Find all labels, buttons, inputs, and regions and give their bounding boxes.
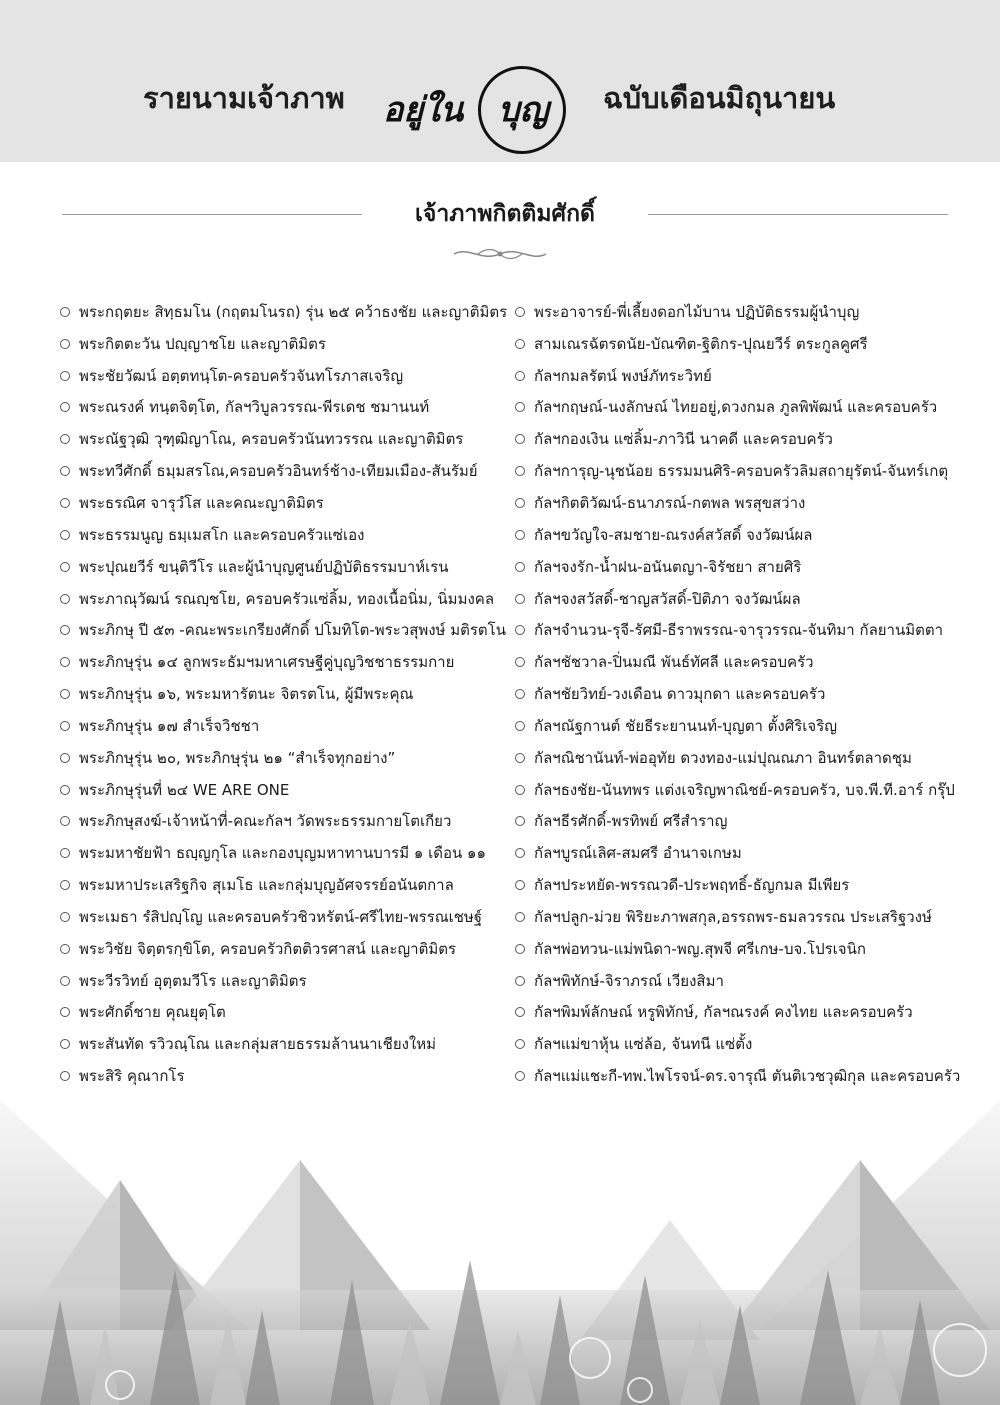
list-item xyxy=(515,392,990,424)
list-item-text: พระธรณิศ จารุวํโส และคณะญาติมิตร xyxy=(79,493,324,512)
section-divider-left xyxy=(62,214,362,215)
circle-bullet-icon xyxy=(60,339,70,349)
list-item-text: พระทวีศักดิ์ ธมฺมสรโณ,ครอบครัวอินทร์ช้าง-เทียมเมือง-สันรัมย์ xyxy=(79,462,478,481)
circle-bullet-icon xyxy=(515,1039,525,1049)
circle-bullet-icon xyxy=(60,402,70,412)
list-item-text: พระสันทัด รวิวณฺโณ และกลุ่มสายธรรมล้านนาเชียงใหม่ xyxy=(79,1035,437,1054)
list-item xyxy=(60,487,512,519)
list-item xyxy=(515,360,990,392)
list-item-text: กัลฯจำนวน-รุจี-รัศมี-ธีราพรรณ-จารุวรรณ-จันทิมา กัลยานมิตตา xyxy=(534,621,944,640)
list-item xyxy=(515,869,990,901)
list-item xyxy=(60,646,512,678)
circle-bullet-icon xyxy=(60,498,70,508)
list-item-text: พระณรงค์ ทนฺตจิตฺโต, กัลฯวิบูลวรรณ-พีรเดช ชมานนท์ xyxy=(79,398,430,417)
list-item-text: กัลฯขวัญใจ-สมชาย-ณรงค์สวัสดิ์ จงวัฒน์ผล xyxy=(534,525,813,544)
list-item-text: พระกิตตะวัน ปญฺญาชโย และญาติมิตร xyxy=(79,334,326,353)
circle-bullet-icon xyxy=(515,848,525,858)
circle-bullet-icon xyxy=(515,1071,525,1081)
list-item xyxy=(515,296,990,328)
list-item xyxy=(60,869,512,901)
list-item-text: กัลฯกองเงิน แซ่ลิ้ม-ภาวินี นาคดี และครอบครัว xyxy=(534,430,833,449)
list-item-text: พระภิกษุรุ่น ๑๖, พระมหารัตนะ จิตรตโน, ผู้มีพระคุณ xyxy=(79,685,414,704)
circle-bullet-icon xyxy=(60,944,70,954)
list-item-text: กัลฯปลูก-ม่วย พิริยะภาพสกุล,อรรถพร-ธมลวรรณ ประเสริฐวงษ์ xyxy=(534,907,932,926)
circle-bullet-icon xyxy=(515,976,525,986)
list-item xyxy=(60,710,512,742)
list-item xyxy=(60,423,512,455)
list-item xyxy=(515,806,990,838)
list-item-text: พระกฤตยะ สิทฺธมโน (กฤตมโนรถ) รุ่น ๒๕ คว้าธงชัย และญาติมิตร xyxy=(79,302,508,321)
list-item-text: พระปุณยวีร์ ขนฺติวีโร และผู้นำบุญศูนย์ปฏิบัติธรรมบาห์เรน xyxy=(79,557,449,576)
list-item-text: กัลฯธีรศักดิ์-พรทิพย์ ศรีสำราญ xyxy=(534,812,728,831)
circle-bullet-icon xyxy=(60,721,70,731)
list-item-text: กัลฯพิทักษ์-จิราภรณ์ เวียงสิมา xyxy=(534,971,724,990)
circle-bullet-icon xyxy=(515,657,525,667)
circle-bullet-icon xyxy=(60,848,70,858)
list-item xyxy=(515,742,990,774)
list-item xyxy=(60,392,512,424)
list-item-text: กัลฯกิตติวัฒน์-ธนาภรณ์-กตพล พรสุขสว่าง xyxy=(534,493,806,512)
list-item-text: กัลฯจงสวัสดิ์-ชาญสวัสดิ์-ปิติภา จงวัฒน์ผล xyxy=(534,589,801,608)
circle-bullet-icon xyxy=(60,816,70,826)
circle-bullet-icon xyxy=(515,880,525,890)
list-item-text: กัลฯกฤษณ์-นงลักษณ์ ไทยอยู่,ดวงกมล ภูลพิพัฒน์ และครอบครัว xyxy=(534,398,938,417)
list-item xyxy=(515,614,990,646)
list-item-text: กัลฯชัชวาล-ปิ่นมณี พันธ์ทัศลี และครอบครัว xyxy=(534,653,814,672)
circle-bullet-icon xyxy=(515,498,525,508)
circle-bullet-icon xyxy=(515,466,525,476)
circle-bullet-icon xyxy=(515,562,525,572)
circle-bullet-icon xyxy=(515,944,525,954)
list-item xyxy=(515,487,990,519)
list-item xyxy=(60,678,512,710)
circle-bullet-icon xyxy=(60,785,70,795)
circle-bullet-icon xyxy=(515,785,525,795)
list-item-text: พระชัยวัฒน์ อตฺตทนฺโต-ครอบครัวจันทโรภาสเจริญ xyxy=(79,366,404,385)
circle-bullet-icon xyxy=(60,657,70,667)
circle-bullet-icon xyxy=(60,434,70,444)
circle-bullet-icon xyxy=(60,530,70,540)
list-item xyxy=(60,360,512,392)
circle-bullet-icon xyxy=(60,594,70,604)
circle-bullet-icon xyxy=(515,1007,525,1017)
ornament-flourish-icon xyxy=(448,244,552,264)
circle-bullet-icon xyxy=(515,402,525,412)
circle-bullet-icon xyxy=(60,1071,70,1081)
circle-bullet-icon xyxy=(60,689,70,699)
list-item xyxy=(515,519,990,551)
circle-bullet-icon xyxy=(60,1039,70,1049)
circle-bullet-icon xyxy=(60,307,70,317)
circle-bullet-icon xyxy=(515,625,525,635)
list-item-text: พระวีรวิทย์ อุตฺตมวีโร และญาติมิตร xyxy=(79,971,307,990)
list-item-text: กัลฯณัฐกานต์ ชัยธีระยานนท์-บุญตา ตั้งศิริเจริญ xyxy=(534,716,838,735)
list-item-text: พระธรรมนูญ ธมฺเมสโก และครอบครัวแซ่เอง xyxy=(79,525,365,544)
circle-bullet-icon xyxy=(60,880,70,890)
circle-bullet-icon xyxy=(515,816,525,826)
circle-bullet-icon xyxy=(60,625,70,635)
list-item-text: กัลฯธงชัย-นันทพร แต่งเจริญพาณิชย์-ครอบครัว, บจ.พี.ที.อาร์ กรุ๊ป xyxy=(534,780,955,799)
list-item xyxy=(60,328,512,360)
circle-bullet-icon xyxy=(515,912,525,922)
list-item-text: พระภิกษุรุ่นที่ ๒๔ WE ARE ONE xyxy=(79,780,290,799)
list-item xyxy=(60,806,512,838)
list-item-text: พระณัฐวุฒิ วุฑฺฒิญาโณ, ครอบครัวนันทวรรณ และญาติมิตร xyxy=(79,430,464,449)
list-item-text: กัลฯชัยวิทย์-วงเดือน ดาวมุกดา และครอบครัว xyxy=(534,685,826,704)
list-item-text: กัลฯพ่อทวน-แม่พนิดา-พญ.สุพจี ศรีเกษ-บจ.โปรเจนิก xyxy=(534,939,866,958)
circle-bullet-icon xyxy=(515,530,525,540)
list-item-text: พระภาณุวัฒน์ รณญฺชโย, ครอบครัวแซ่ลิ้ม, ทองเนื้อนิ่ม, นิ่มมงคล xyxy=(79,589,495,608)
list-item-text: พระสิริ คุณากโร xyxy=(79,1067,185,1086)
list-item-text: กัลฯพิมพ์ลักษณ์ หรูพิทักษ์, กัลฯณรงค์ คงไทย และครอบครัว xyxy=(534,1003,913,1022)
list-item-text: กัลฯจงรัก-น้ำฝน-อนันตญา-จิรัชยา สายศิริ xyxy=(534,557,802,576)
sponsor-list-left xyxy=(60,296,512,1092)
list-item-text: พระภิกษุสงฆ์-เจ้าหน้าที่-คณะกัลฯ วัดพระธรรมกายโตเกียว xyxy=(79,812,452,831)
header-left-title: รายนามเจ้าภาพ xyxy=(143,81,345,115)
list-item xyxy=(60,965,512,997)
list-item-text: พระวิชัย จิตฺตรกฺขิโต, ครอบครัวกิตติวรศาสน์ และญาติมิตร xyxy=(79,939,457,958)
list-item xyxy=(515,710,990,742)
section-divider-right xyxy=(648,214,948,215)
list-item-text: กัลฯแม่แชะกี-ทพ.ไพโรจน์-ดร.จารุณี ตันติเวชวุฒิกุล และครอบครัว xyxy=(534,1067,961,1086)
list-item xyxy=(60,742,512,774)
list-item xyxy=(515,646,990,678)
circle-bullet-icon xyxy=(60,562,70,572)
list-item xyxy=(60,614,512,646)
list-item xyxy=(515,423,990,455)
list-item xyxy=(515,837,990,869)
circle-bullet-icon xyxy=(515,371,525,381)
circle-bullet-icon xyxy=(515,307,525,317)
list-item xyxy=(60,551,512,583)
list-item xyxy=(60,997,512,1029)
list-item xyxy=(515,551,990,583)
list-item-text: พระภิกษุรุ่น ๒๐, พระภิกษุรุ่น ๒๑ “สำเร็จทุกอย่าง” xyxy=(79,748,396,767)
list-item-text: กัลฯบูรณ์เลิศ-สมศรี อำนาจเกษม xyxy=(534,844,742,863)
list-item xyxy=(515,774,990,806)
circle-bullet-icon xyxy=(60,1007,70,1017)
list-item-text: พระเมธา รํสิปญฺโญ และครอบครัวชิวหรัตน์-ศรีไทย-พรรณเชษฐ์ xyxy=(79,907,483,926)
circle-bullet-icon xyxy=(60,912,70,922)
list-item xyxy=(60,901,512,933)
list-item xyxy=(515,965,990,997)
sponsor-list-right xyxy=(515,296,990,1092)
list-item xyxy=(60,837,512,869)
section-title: เจ้าภาพกิตติมศักดิ์ xyxy=(415,201,595,227)
list-item-text: พระภิกษุรุ่น ๑๗ สำเร็จวิชชา xyxy=(79,716,260,735)
list-item xyxy=(60,1060,512,1092)
circle-bullet-icon xyxy=(515,594,525,604)
list-item xyxy=(60,933,512,965)
circle-bullet-icon xyxy=(60,976,70,986)
list-item-text: กัลฯกมลรัตน์ พงษ์ภัทระวิทย์ xyxy=(534,366,712,385)
list-item xyxy=(515,1028,990,1060)
list-item xyxy=(515,455,990,487)
circle-bullet-icon xyxy=(60,753,70,763)
list-item-text: สามเณรฉัตรดนัย-บัณฑิต-ฐิติกร-ปุณยวีร์ ตระกูลคูศรี xyxy=(534,334,868,353)
list-item xyxy=(515,583,990,615)
header-right-title: ฉบับเดือนมิถุนายน xyxy=(603,81,836,115)
list-item-text: พระมหาประเสริฐกิจ สุเมโธ และกลุ่มบุญอัศจรรย์อนันตกาล xyxy=(79,876,454,895)
circle-bullet-icon xyxy=(515,339,525,349)
circle-bullet-icon xyxy=(515,721,525,731)
list-item xyxy=(60,1028,512,1060)
list-item-text: พระมหาชัยฟ้า ธญฺญกุโล และกองบุญมหาทานบารมี ๑ เดือน ๑๑ xyxy=(79,844,487,863)
list-item xyxy=(60,455,512,487)
list-item xyxy=(515,997,990,1029)
logo-text-a: อยู่ใน xyxy=(383,90,464,130)
list-item xyxy=(60,774,512,806)
list-item-text: พระภิกษุ ปี ๕๓ -คณะพระเกรียงศักดิ์ ปโมทิโต-พระวสุพงษ์ มติรตโน xyxy=(79,621,506,640)
list-item xyxy=(60,296,512,328)
logo-text-b: บุญ xyxy=(498,90,549,130)
circle-bullet-icon xyxy=(515,689,525,699)
circle-bullet-icon xyxy=(60,371,70,381)
list-item xyxy=(515,1060,990,1092)
logo xyxy=(383,64,593,156)
list-item xyxy=(515,933,990,965)
list-item-text: กัลฯณิชานันท์-พ่ออุทัย ดวงทอง-แม่ปุณณภา อินทร์ตลาดชุม xyxy=(534,748,912,767)
list-item xyxy=(60,519,512,551)
list-item-text: กัลฯประหยัด-พรรณวดี-ประพฤทธิ์-ธัญกมล มีเพียร xyxy=(534,876,850,895)
circle-bullet-icon xyxy=(515,753,525,763)
list-item-text: พระภิกษุรุ่น ๑๔ ลูกพระธัมฯมหาเศรษฐีคู่บุญวิชชาธรรมกาย xyxy=(79,653,455,672)
circle-bullet-icon xyxy=(60,466,70,476)
list-item-text: กัลฯการุญ-นุชน้อย ธรรมมนศิริ-ครอบครัวลิมสถายุรัตน์-จันทร์เกตุ xyxy=(534,462,949,481)
crystal-pyramids-decoration xyxy=(0,1100,1000,1405)
list-item-text: กัลฯแม่ขาหุ้น แซ่ล้อ, จันทนี แซ่ตั้ง xyxy=(534,1035,753,1054)
circle-bullet-icon xyxy=(515,434,525,444)
list-item xyxy=(515,901,990,933)
list-item-text: พระอาจารย์-พี่เลี้ยงดอกไม้บาน ปฏิบัติธรรมผู้นำบุญ xyxy=(534,302,860,321)
list-item xyxy=(60,583,512,615)
list-item xyxy=(515,328,990,360)
list-item-text: พระศักดิ์ชาย คุณยุตฺโต xyxy=(79,1003,226,1022)
list-item xyxy=(515,678,990,710)
